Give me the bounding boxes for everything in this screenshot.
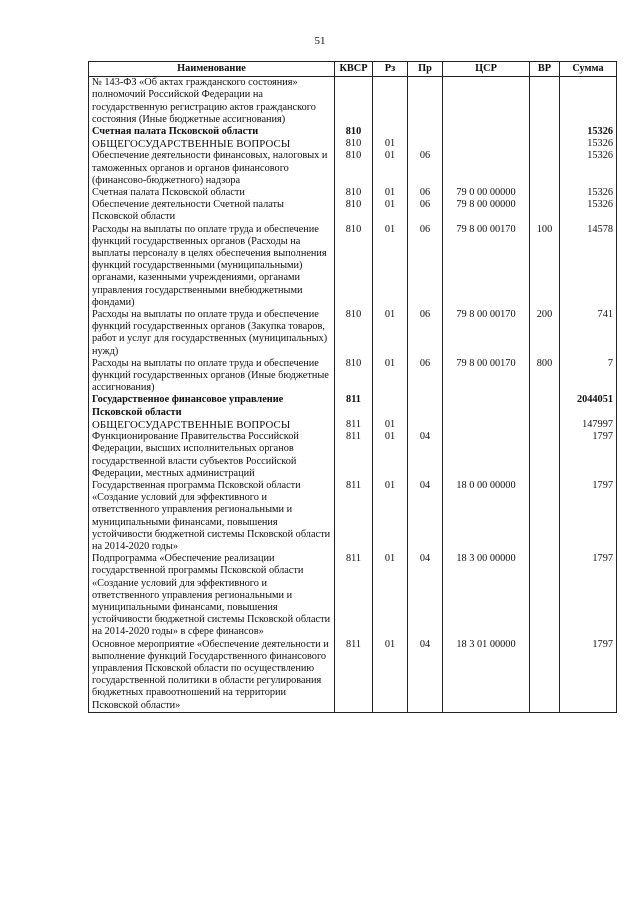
row-pr: 06 — [408, 199, 443, 223]
row-rz: 01 — [373, 138, 408, 150]
row-name: Расходы на выплаты по оплате труда и обеспечение функций государственных органов (Закупка товаров, работ и услуг для государственных (муниципальных) нужд) — [89, 309, 335, 358]
table-row — [89, 199, 617, 223]
row-kvsr: 811 — [335, 419, 373, 431]
row-sum: 741 — [560, 309, 617, 358]
row-vr — [530, 480, 560, 553]
row-name: Основное мероприятие «Обеспечение деятельности и выполнение функций Государственного финансового управления Псковской области по осуществлению государственной политики в области регулирования бюджетных правоотношений на территории Псковской области» — [89, 639, 335, 713]
row-name: Государственное финансовое управление Псковской области — [89, 394, 335, 418]
row-vr — [530, 138, 560, 150]
row-vr — [530, 639, 560, 713]
row-kvsr: 810 — [335, 224, 373, 309]
row-kvsr: 811 — [335, 639, 373, 713]
row-vr: 800 — [530, 358, 560, 395]
row-sum: 1797 — [560, 480, 617, 553]
header-sum: Сумма — [560, 62, 617, 77]
row-sum: 1797 — [560, 639, 617, 713]
row-rz: 01 — [373, 199, 408, 223]
row-pr — [408, 419, 443, 431]
page-number: 51 — [314, 35, 326, 47]
row-kvsr: 810 — [335, 150, 373, 187]
header-vr: ВР — [530, 62, 560, 77]
table-row — [89, 480, 617, 553]
row-sum: 15326 — [560, 138, 617, 150]
table-row — [89, 431, 617, 480]
row-pr: 06 — [408, 150, 443, 187]
row-name: Подпрограмма «Обеспечение реализации государственной программы Псковской области «Создание условий для эффективного и ответственного управления региональными и муниципальными финансами, повышения устойчивости бюджетной системы Псковской области на 2014-2020 годы» в сфере финансов» — [89, 553, 335, 638]
header-pr: Пр — [408, 62, 443, 77]
row-sum: 1797 — [560, 553, 617, 638]
row-vr — [530, 431, 560, 480]
row-name: ОБЩЕГОСУДАРСТВЕННЫЕ ВОПРОСЫ — [89, 138, 335, 150]
table-row — [89, 419, 617, 431]
row-kvsr: 811 — [335, 480, 373, 553]
row-csr — [443, 394, 530, 418]
row-csr: 18 3 01 00000 — [443, 639, 530, 713]
row-pr: 06 — [408, 187, 443, 199]
row-rz: 01 — [373, 150, 408, 187]
row-sum: 1797 — [560, 431, 617, 480]
row-pr: 06 — [408, 358, 443, 395]
row-name: Счетная палата Псковской области — [89, 126, 335, 138]
row-name: Расходы на выплаты по оплате труда и обеспечение функций государственных органов (Расходы на выплаты персоналу в целях обеспечения выполнения функций государственными (муниципальными) органами, казенными учреждениями, органами управления государственными внебюджетными фондами) — [89, 224, 335, 309]
row-name: Государственная программа Псковской области «Создание условий для эффективного и ответственного управления региональными и муниципальными финансами, повышения устойчивости бюджетной системы Псковской области на 2014-2020 годы» — [89, 480, 335, 553]
row-name: Обеспечение деятельности финансовых, налоговых и таможенных органов и органов финансового (финансово-бюджетного) надзора — [89, 150, 335, 187]
row-kvsr: 810 — [335, 138, 373, 150]
row-rz: 01 — [373, 419, 408, 431]
row-vr: 200 — [530, 309, 560, 358]
row-csr: 79 8 00 00170 — [443, 224, 530, 309]
row-csr: 79 8 00 00000 — [443, 199, 530, 223]
row-pr: 04 — [408, 553, 443, 638]
row-kvsr: 811 — [335, 394, 373, 418]
row-pr — [408, 126, 443, 138]
row-sum — [560, 77, 617, 126]
row-csr: 18 3 00 00000 — [443, 553, 530, 638]
row-name: Функционирование Правительства Российской Федерации, высших исполнительных органов государственной власти субъектов Российской Федерации, местных администраций — [89, 431, 335, 480]
row-sum: 7 — [560, 358, 617, 395]
header-csr: ЦСР — [443, 62, 530, 77]
table-row — [89, 394, 617, 418]
table-row — [89, 224, 617, 309]
row-vr — [530, 150, 560, 187]
row-name: ОБЩЕГОСУДАРСТВЕННЫЕ ВОПРОСЫ — [89, 419, 335, 431]
row-sum: 15326 — [560, 187, 617, 199]
table-row — [89, 126, 617, 138]
row-sum: 147997 — [560, 419, 617, 431]
row-rz — [373, 394, 408, 418]
row-rz: 01 — [373, 224, 408, 309]
row-vr: 100 — [530, 224, 560, 309]
row-rz: 01 — [373, 480, 408, 553]
row-pr: 06 — [408, 224, 443, 309]
table-row — [89, 553, 617, 638]
row-name: Расходы на выплаты по оплате труда и обеспечение функций государственных органов (Иные бюджетные ассигнования) — [89, 358, 335, 395]
row-kvsr: 811 — [335, 553, 373, 638]
table-row — [89, 138, 617, 150]
row-pr — [408, 394, 443, 418]
row-csr — [443, 419, 530, 431]
table-header-row — [89, 62, 617, 77]
header-rz: Рз — [373, 62, 408, 77]
row-csr — [443, 150, 530, 187]
row-kvsr: 810 — [335, 309, 373, 358]
row-rz: 01 — [373, 358, 408, 395]
table-row — [89, 77, 617, 126]
row-rz — [373, 77, 408, 126]
row-pr — [408, 77, 443, 126]
row-sum: 15326 — [560, 199, 617, 223]
row-csr: 18 0 00 00000 — [443, 480, 530, 553]
row-rz — [373, 126, 408, 138]
row-rz: 01 — [373, 553, 408, 638]
row-csr: 79 8 00 00170 — [443, 358, 530, 395]
row-rz: 01 — [373, 187, 408, 199]
table-row — [89, 150, 617, 187]
row-sum: 15326 — [560, 126, 617, 138]
row-pr: 04 — [408, 431, 443, 480]
table-row — [89, 309, 617, 358]
row-vr — [530, 187, 560, 199]
table-row — [89, 187, 617, 199]
row-kvsr — [335, 77, 373, 126]
row-kvsr: 811 — [335, 431, 373, 480]
row-pr — [408, 138, 443, 150]
table-row — [89, 639, 617, 713]
row-rz: 01 — [373, 639, 408, 713]
row-csr — [443, 431, 530, 480]
row-vr — [530, 394, 560, 418]
row-name: Счетная палата Псковской области — [89, 187, 335, 199]
row-name: № 143-ФЗ «Об актах гражданского состояния» полномочий Российской Федерации на государственную регистрацию актов гражданского состояния (Иные бюджетные ассигнования) — [89, 77, 335, 126]
header-name: Наименование — [89, 62, 335, 77]
row-pr: 06 — [408, 309, 443, 358]
row-vr — [530, 553, 560, 638]
row-vr — [530, 199, 560, 223]
row-vr — [530, 77, 560, 126]
row-vr — [530, 419, 560, 431]
row-kvsr: 810 — [335, 199, 373, 223]
row-csr — [443, 138, 530, 150]
row-kvsr: 810 — [335, 126, 373, 138]
table-row — [89, 358, 617, 395]
row-pr: 04 — [408, 480, 443, 553]
row-csr — [443, 126, 530, 138]
row-name: Обеспечение деятельности Счетной палаты Псковской области — [89, 199, 335, 223]
row-sum: 15326 — [560, 150, 617, 187]
row-rz: 01 — [373, 431, 408, 480]
header-kvsr: КВСР — [335, 62, 373, 77]
row-vr — [530, 126, 560, 138]
row-sum: 2044051 — [560, 394, 617, 418]
row-kvsr: 810 — [335, 187, 373, 199]
row-csr — [443, 77, 530, 126]
row-rz: 01 — [373, 309, 408, 358]
row-csr: 79 8 00 00170 — [443, 309, 530, 358]
row-pr: 04 — [408, 639, 443, 713]
row-kvsr: 810 — [335, 358, 373, 395]
row-sum: 14578 — [560, 224, 617, 309]
budget-table — [88, 61, 617, 713]
row-csr: 79 0 00 00000 — [443, 187, 530, 199]
